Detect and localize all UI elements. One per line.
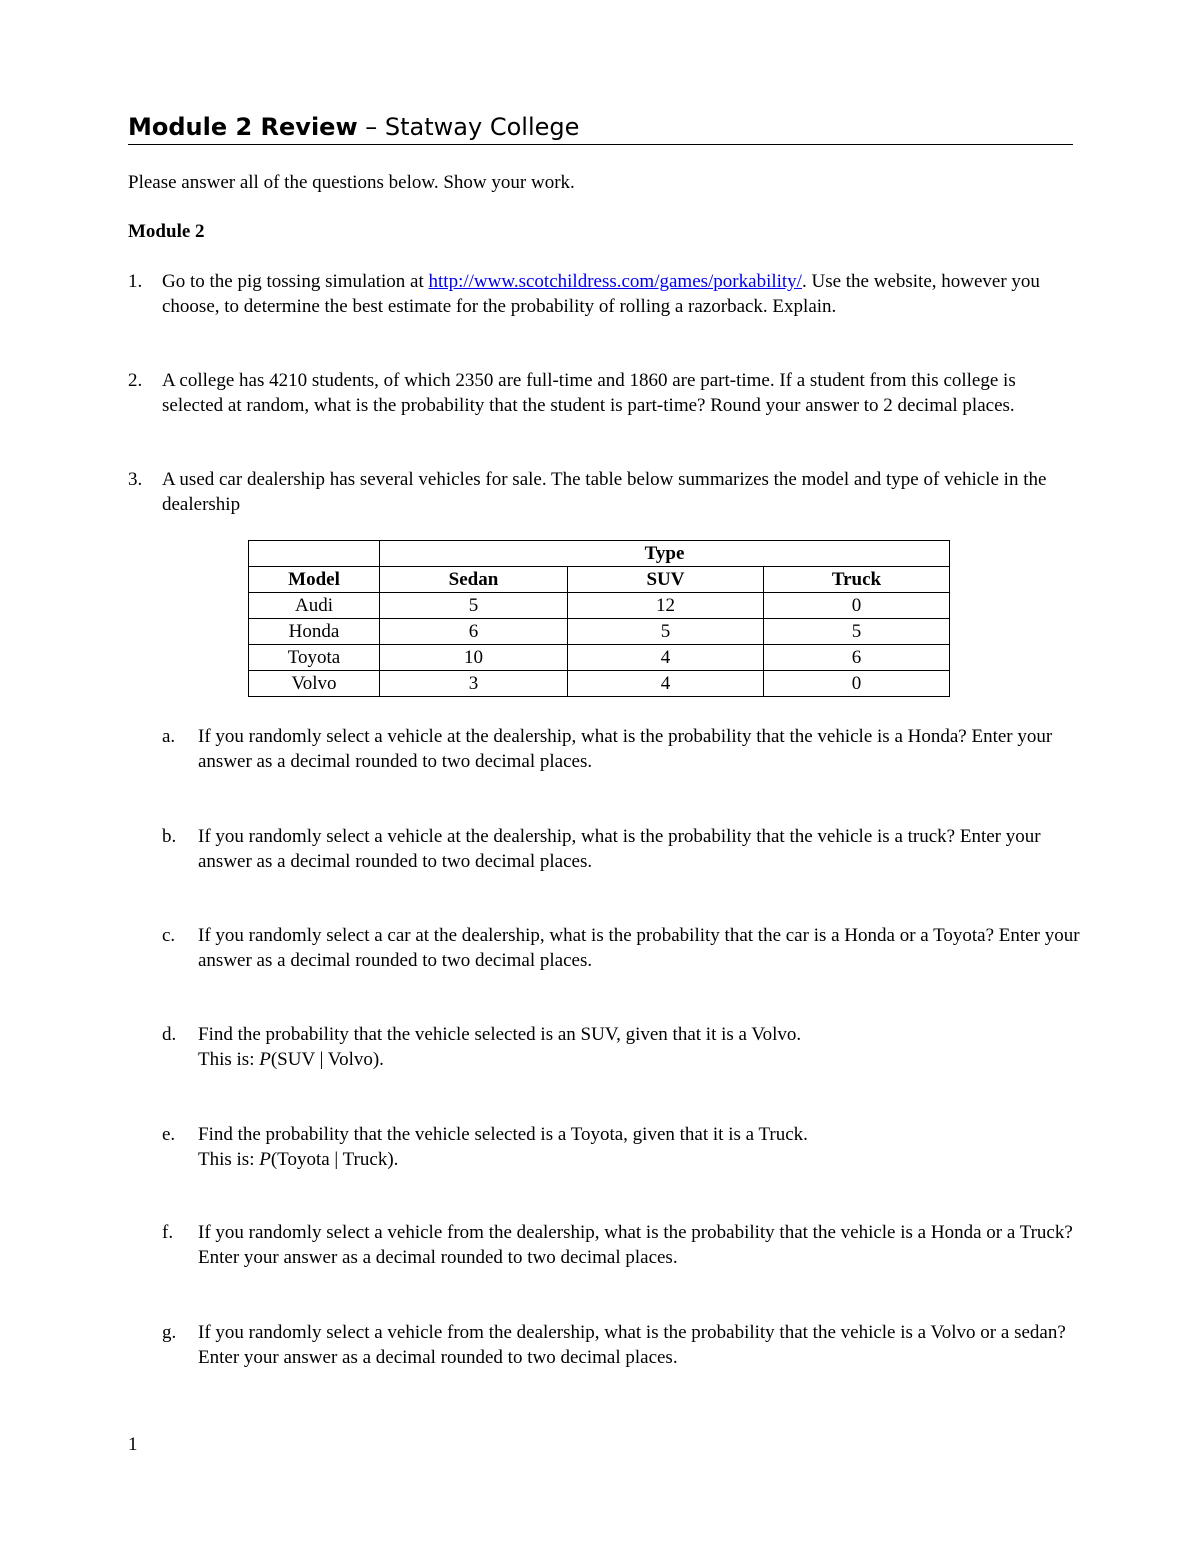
- subquestion-d: [162, 1022, 1082, 1072]
- truck-cell: 0: [764, 671, 950, 697]
- subquestion-c: [162, 923, 1082, 973]
- subquestion-text: If you randomly select a car at the dealership, what is the probability that the car is a Honda or a Toyota? Enter your answer as a decimal rounded to two decimal places.: [198, 925, 1080, 971]
- subquestion-f: [162, 1220, 1082, 1270]
- subquestion-label: a.: [162, 726, 176, 747]
- suv-cell: 4: [568, 645, 764, 671]
- subquestion-text: If you randomly select a vehicle at the dealership, what is the probability that the vehicle is a truck? Enter your answer as a decimal rounded to two decimal places.: [198, 826, 1041, 872]
- truck-cell: 5: [764, 619, 950, 645]
- question-text-post: . Use the website, however you choose, to determine the best estimate for the probability of rolling a razorback. Explain.: [162, 271, 1040, 317]
- notation-prefix: This is:: [198, 1049, 260, 1070]
- suv-cell: 4: [568, 671, 764, 697]
- truck-cell: 0: [764, 593, 950, 619]
- subquestion-label: c.: [162, 925, 176, 946]
- model-cell: Toyota: [249, 645, 380, 671]
- table-header-row: [249, 567, 950, 593]
- intro-text: Please answer all of the questions below. Show your work.: [128, 172, 575, 193]
- subquestion-label: e.: [162, 1124, 176, 1145]
- question-text: A college has 4210 students, of which 2350 are full-time and 1860 are part-time. If a student from this college is selected at random, what is the probability that the student is part-time? Round your answer to 2 decimal places.: [162, 370, 1016, 416]
- probability-symbol: P: [259, 1049, 271, 1070]
- type-header: Type: [380, 541, 950, 567]
- model-cell: Volvo: [249, 671, 380, 697]
- notation-expression: (Toyota | Truck).: [270, 1149, 399, 1170]
- model-cell: Honda: [249, 619, 380, 645]
- column-header-suv: SUV: [568, 567, 764, 593]
- probability-symbol: P: [259, 1149, 271, 1170]
- sedan-cell: 5: [380, 593, 568, 619]
- column-header-model: Model: [249, 567, 380, 593]
- model-cell: Audi: [249, 593, 380, 619]
- section-heading: Module 2: [128, 221, 205, 242]
- table-corner-cell: [249, 541, 380, 567]
- title-bold: Module 2 Review: [128, 113, 358, 141]
- subquestion-b: [162, 824, 1082, 874]
- question-number: 2.: [128, 370, 143, 391]
- porkability-link[interactable]: http://www.scotchildress.com/games/porkability/: [428, 271, 802, 292]
- subquestion-text: If you randomly select a vehicle from the dealership, what is the probability that the vehicle is a Volvo or a sedan? Enter your answer as a decimal rounded to two decimal places.: [198, 1322, 1066, 1368]
- subquestion-text: If you randomly select a vehicle at the dealership, what is the probability that the vehicle is a Honda? Enter your answer as a decimal rounded to two decimal places.: [198, 726, 1053, 772]
- table-type-row: [249, 541, 950, 567]
- subquestion-text: Find the probability that the vehicle selected is a Toyota, given that it is a Truck.: [198, 1124, 808, 1145]
- question-number: 3.: [128, 469, 143, 490]
- title-rest: – Statway College: [357, 113, 580, 141]
- table-row: [249, 593, 950, 619]
- subquestion-notation: [198, 1147, 1082, 1172]
- page-number: 1: [128, 1434, 138, 1455]
- suv-cell: 5: [568, 619, 764, 645]
- sedan-cell: 3: [380, 671, 568, 697]
- notation-expression: (SUV | Volvo).: [270, 1049, 384, 1070]
- table-row: [249, 619, 950, 645]
- subquestion-text: If you randomly select a vehicle from the dealership, what is the probability that the vehicle is a Honda or a Truck? Enter your answer as a decimal rounded to two decimal places.: [198, 1222, 1073, 1268]
- table-row: [249, 671, 950, 697]
- subquestion-label: d.: [162, 1024, 177, 1045]
- truck-cell: 6: [764, 645, 950, 671]
- suv-cell: 12: [568, 593, 764, 619]
- column-header-truck: Truck: [764, 567, 950, 593]
- question-number: 1.: [128, 271, 143, 292]
- page-title: [128, 110, 1073, 145]
- sedan-cell: 6: [380, 619, 568, 645]
- column-header-sedan: Sedan: [380, 567, 568, 593]
- vehicle-table: [248, 540, 950, 697]
- question-1: [128, 269, 1078, 319]
- question-2: [128, 368, 1078, 418]
- notation-prefix: This is:: [198, 1149, 260, 1170]
- table-row: [249, 645, 950, 671]
- question-text: A used car dealership has several vehicles for sale. The table below summarizes the model and type of vehicle in the dealership: [162, 469, 1047, 515]
- subquestion-e: [162, 1122, 1082, 1172]
- subquestion-g: [162, 1320, 1082, 1370]
- question-3: [128, 467, 1078, 517]
- question-text-pre: Go to the pig tossing simulation at: [162, 271, 429, 292]
- subquestion-notation: [198, 1047, 1082, 1072]
- subquestion-text: Find the probability that the vehicle selected is an SUV, given that it is a Volvo.: [198, 1024, 802, 1045]
- subquestion-label: b.: [162, 826, 177, 847]
- sedan-cell: 10: [380, 645, 568, 671]
- subquestion-label: g.: [162, 1322, 177, 1343]
- subquestion-label: f.: [162, 1222, 174, 1243]
- subquestion-a: [162, 724, 1082, 774]
